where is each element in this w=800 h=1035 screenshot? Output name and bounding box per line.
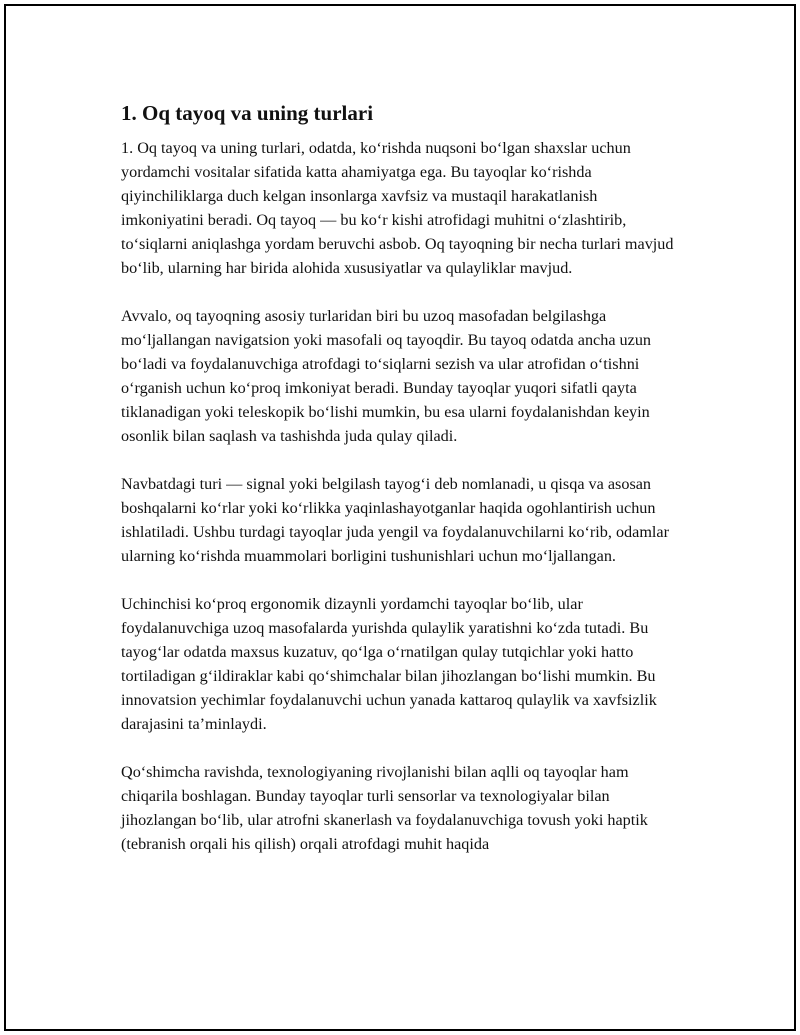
paragraph-intro: 1. Oq tayoq va uning turlari, odatda, ko‘rishda nuqsoni bo‘lgan shaxslar uchun yordamchi vositalar sifatida katta ahamiyatga ega. Bu tayoqlar ko‘rishda qiyinchiliklarga duch kelgan insonlarga xavfsiz va mustaqil harakatlanish imkoniyatini beradi. Oq tayoq — bu ko‘r kishi atrofidagi muhitni o‘zlashtirib, to‘siqlarni aniqlashga yordam beruvchi asbob. Oq tayoqning bir necha turlari mavjud bo‘lib, ularning har birida alohida xususiyatlar va qulayliklar mavjud. [121,139,674,277]
paragraph-navigation-cane: Avvalo, oq tayoqning asosiy turlaridan biri bu uzoq masofadan belgilashga mo‘ljallangan navigatsion yoki masofali oq tayoqdir. Bu tayoq odatda ancha uzun bo‘ladi va foydalanuvchiga atrofdagi to‘siqlarni sezish va ular atrofidan o‘tishni o‘rganish uchun ko‘proq imkoniyat beradi. Bunday tayoqlar yuqori sifatli qayta tiklanadigan yoki teleskopik bo‘lishi mumkin, bu esa ularni foydalanishdan keyin osonlik bilan saqlash va tashishda juda qulay qiladi. [121,307,652,445]
document-body [121,100,681,880]
paragraph-signal-cane: Navbatdagi turi — signal yoki belgilash tayog‘i deb nomlanadi, u qisqa va asosan boshqalarni ko‘rlar yoki ko‘rlikka yaqinlashayotganlar haqida ogohlantirish uchun ishlatiladi. Ushbu turdagi tayoqlar juda yengil va foydalanuvchilarni ko‘rib, odamlar ularning ko‘rishda muammolari borligini tushunishlari uchun mo‘ljallangan. [121,475,669,565]
section-heading: 1. Oq tayoq va uning turlari [121,101,374,125]
page-frame [4,4,796,1031]
paragraph-smart-cane: Qo‘shimcha ravishda, texnologiyaning rivojlanishi bilan aqlli oq tayoqlar ham chiqarila boshlagan. Bunday tayoqlar turli sensorlar va texnologiyalar bilan jihozlangan bo‘lib, ular atrofni skanerlash va foydalanuvchiga tovush yoki haptik (tebranish orqali his qilish) orqali atrofdagi muhit haqida [121,763,648,853]
paragraph-ergonomic-cane: Uchinchisi ko‘proq ergonomik dizaynli yordamchi tayoqlar bo‘lib, ular foydalanuvchiga uzoq masofalarda yurishda qulaylik yaratishni ko‘zda tutadi. Bu tayog‘lar odatda maxsus kuzatuv, qo‘lga o‘rnatilgan qulay tutqichlar yoki hatto tortiladigan g‘ildiraklar kabi qo‘shimchalar bilan jihozlangan bo‘lishi mumkin. Bu innovatsion yechimlar foydalanuvchi uchun yanada kattaroq qulaylik va xavfsizlik darajasini ta’minlaydi. [121,595,657,733]
